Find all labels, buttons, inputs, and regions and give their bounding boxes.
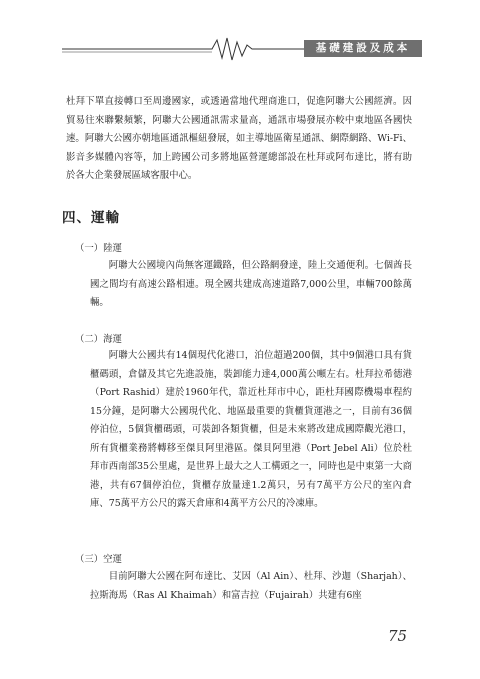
- air-heading: （三）空運: [75, 554, 122, 565]
- page-header: [62, 36, 422, 62]
- section-title: 四、運輸: [62, 210, 120, 226]
- header-title: 基礎建設及成本: [304, 40, 422, 57]
- page-number: 75: [388, 627, 408, 645]
- sea-paragraph: [90, 347, 412, 514]
- sea-text: 阿聯大公國共有14個現代化港口，泊位超過200個，其中9個港口具有貨櫃碼頭，倉儲及其它先進設施，裝卸能力達4,000萬公噸左右。杜拜拉希德港（Port Rashid）建於1960年代，靠近杜拜市中心，距杜拜國際機場車程約15分鐘，是阿聯大公國現代化、地區最重要的貨櫃貨運港之一，目前有36個停泊位，5個貨櫃碼頭，可裝卸各類貨櫃，但是未來將改建成國際觀光港口，所有貨櫃業務將轉移至傑貝阿里港區。傑貝阿里港（Port Jebel Ali）位於杜拜市西南部35公里處，是世界上最大之人工構頭之一，同時也是中東第一大商港，共有67個停泊位，貨櫃存放量達1.2萬只，另有7萬平方公尺的室內倉庫、75萬平方公尺的露天倉庫和4萬平方公尺的冷凍庫。: [90, 350, 412, 509]
- intro-text: 杜拜下單直接轉口至周邊國家，或透過當地代理商進口，促進阿聯大公國經濟。因貿易往來聯繫頻繁，阿聯大公國通訊需求量高，通訊市場發展亦較中東地區各國快速。阿聯大公國亦朝地區通訊樞紐發展，如主導地區衛星通訊、網際網路、Wi-Fi、影音多媒體內容等，加上跨國公司多將地區營運總部設在杜拜或阿布達比，將有助於各大企業發展區域客服中心。: [66, 96, 412, 182]
- land-paragraph: [90, 257, 412, 313]
- land-text: 阿聯大公國境內尚無客運鐵路，但公路網發達，陸上交通便利。七個酋長國之間均有高速公路相連。現全國共建成高速道路7,000公里，車輛700餘萬輛。: [90, 260, 412, 308]
- air-text: 目前阿聯大公國在阿布達比、艾因（Al Ain）、杜拜、沙迦（Sharjah）、拉斯海馬（Ras Al Khaimah）和富吉拉（Fujairah）共建有6座: [90, 571, 412, 601]
- sea-heading: （二）海運: [75, 334, 122, 345]
- air-paragraph: [90, 568, 412, 605]
- land-heading: （一）陸運: [75, 243, 122, 254]
- intro-paragraph: [66, 93, 412, 186]
